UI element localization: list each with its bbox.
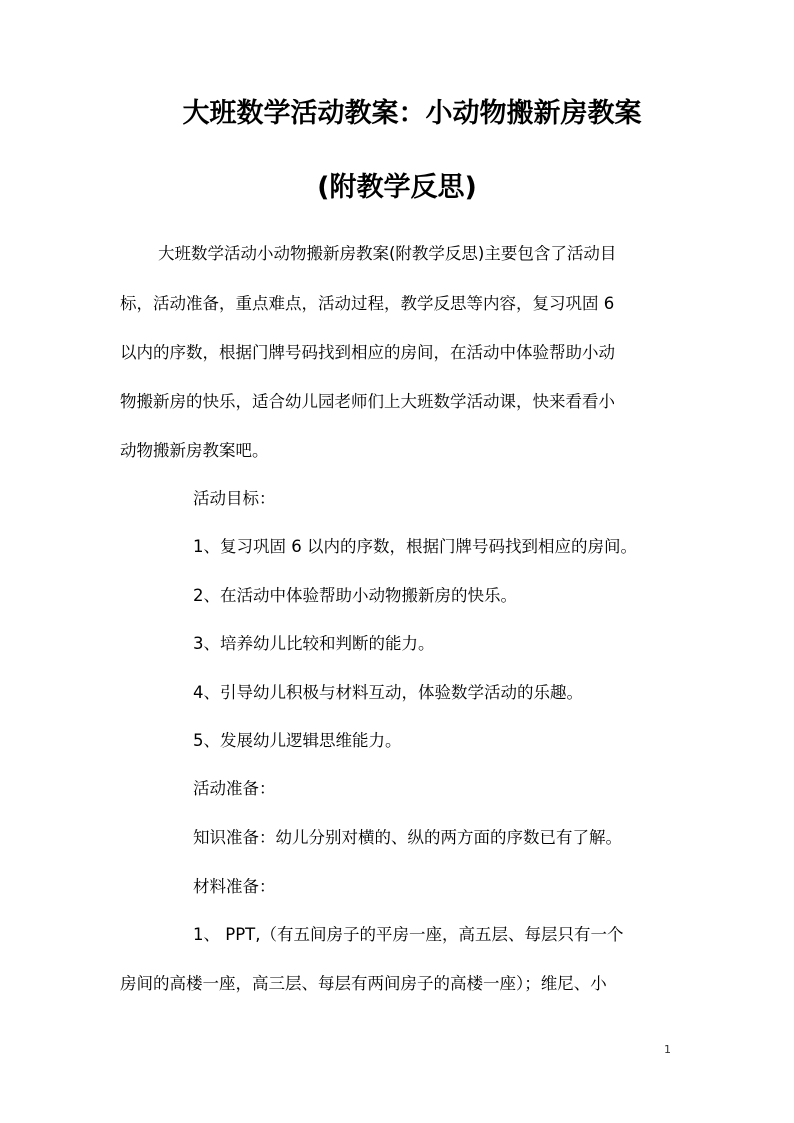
intro-paragraph-line: 物搬新房的快乐，适合幼儿园老师们上大班数学活动课，快来看看小 <box>120 392 615 411</box>
intro-paragraph-line: 以内的序数，根据门牌号码找到相应的房间，在活动中体验帮助小动 <box>120 343 615 362</box>
goal-item: 2、在活动中体验帮助小动物搬新房的快乐。 <box>193 586 517 605</box>
intro-paragraph-line: 动物搬新房教案吧。 <box>120 441 269 460</box>
material-heading: 材料准备： <box>193 877 276 896</box>
goal-item: 5、发展幼儿逻辑思维能力。 <box>193 731 402 750</box>
intro-paragraph-line: 标，活动准备，重点难点，活动过程，教学反思等内容，复习巩固 6 <box>120 294 615 313</box>
goal-item: 3、培养幼儿比较和判断的能力。 <box>193 634 435 653</box>
goals-heading: 活动目标： <box>193 489 276 508</box>
goal-item: 4、引导幼儿积极与材料互动，体验数学活动的乐趣。 <box>193 683 583 702</box>
goal-item: 1、复习巩固 6 以内的序数，根据门牌号码找到相应的房间。 <box>193 537 637 556</box>
knowledge-preparation: 知识准备：幼儿分别对横的、纵的两方面的序数已有了解。 <box>193 828 622 847</box>
document-title-line-2: (附教学反思) <box>317 172 477 203</box>
material-line: 1、 PPT,（有五间房子的平房一座，高五层、每层只有一个 <box>193 925 624 944</box>
document-title-line-1: 大班数学活动教案：小动物搬新房教案 <box>182 98 642 129</box>
intro-paragraph-line: 大班数学活动小动物搬新房教案(附教学反思)主要包含了活动目 <box>158 244 617 263</box>
preparation-heading: 活动准备： <box>193 779 276 798</box>
page-number: 1 <box>664 1043 671 1056</box>
material-line: 房间的高楼一座，高三层、每层有两间房子的高楼一座）；维尼、小 <box>120 974 607 993</box>
